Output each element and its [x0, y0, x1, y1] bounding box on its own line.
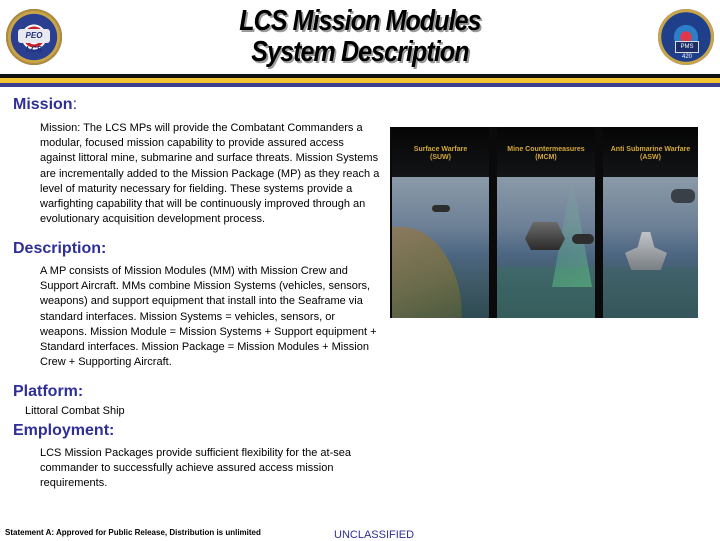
- mission-text: Mission: The LCS MPs will provide the Combatant Commanders a modular, focused mission capability to provide assured access against littoral mine, submarine and surface threats. Mission Systems are incrementally added to the Mission Package (MP) as they reach a level of maturity necessary for fielding. These systems provide a warfighting capability that will be continuously improved through an evolutionary acquisition development process.: [40, 122, 380, 226]
- title-line-2: System Description: [251, 36, 469, 68]
- panel-label: [497, 146, 595, 162]
- peo-lcs-seal-logo: [6, 9, 62, 65]
- helicopter-icon: [432, 205, 450, 212]
- description-text: A MP consists of Mission Modules (MM) with Mission Crew and Support Aircraft. MMs combine Mission Systems (vehicles, sensors, weapons) and support equipment that install into the Seaframe via standard interfaces. Mission Systems = vehicles, sensors, or weapons. Mission Module = Mission Systems + Support equipment + Standard interfaces. Mission Package = Mission Modules + Mission Crew + Supporting Aircraft.: [40, 265, 377, 369]
- seal-right-text: PMS 420: [675, 41, 699, 53]
- platform-heading: Platform:: [13, 383, 84, 400]
- distribution-statement: Statement A: Approved for Public Release, Distribution is unlimited: [5, 528, 261, 537]
- slide-title: [179, 6, 540, 68]
- classification-label: UNCLASSIFIED: [334, 529, 415, 541]
- mission-heading-colon: :: [72, 96, 78, 113]
- mission-heading-text: Mission: [13, 96, 73, 113]
- seal-left-text: PEO LCS: [18, 29, 50, 43]
- panel-label: [392, 146, 489, 162]
- panel-mine-countermeasures: [497, 127, 595, 318]
- panel-abbr: (SUW): [430, 154, 451, 161]
- pms-420-seal-logo: [658, 9, 714, 65]
- panel-title: Surface Warfare: [413, 146, 468, 153]
- panel-anti-submarine-warfare: [603, 127, 698, 318]
- title-line-1: LCS Mission Modules: [239, 5, 481, 37]
- helicopter-icon: [671, 189, 695, 203]
- panel-label: [603, 146, 698, 162]
- mission-packages-illustration: [390, 127, 698, 318]
- slide-header: [0, 0, 720, 74]
- mission-heading: [13, 96, 77, 114]
- underwater-graphic: [603, 267, 698, 318]
- employment-heading: Employment:: [13, 422, 115, 439]
- panel-abbr: (MCM): [535, 154, 557, 161]
- employment-text: LCS Mission Packages provide sufficient flexibility for the at-sea commander to successfully achieve assured access mission requirements.: [40, 447, 351, 490]
- helicopter-icon: [572, 234, 594, 244]
- panel-abbr: (ASW): [640, 154, 661, 161]
- description-heading: Description:: [13, 240, 107, 257]
- platform-text: Littoral Combat Ship: [25, 405, 125, 417]
- panel-surface-warfare: [392, 127, 489, 318]
- panel-title: Anti Submarine Warfare: [610, 146, 691, 153]
- panel-title: Mine Countermeasures: [507, 146, 585, 153]
- header-divider-navy: [0, 83, 720, 87]
